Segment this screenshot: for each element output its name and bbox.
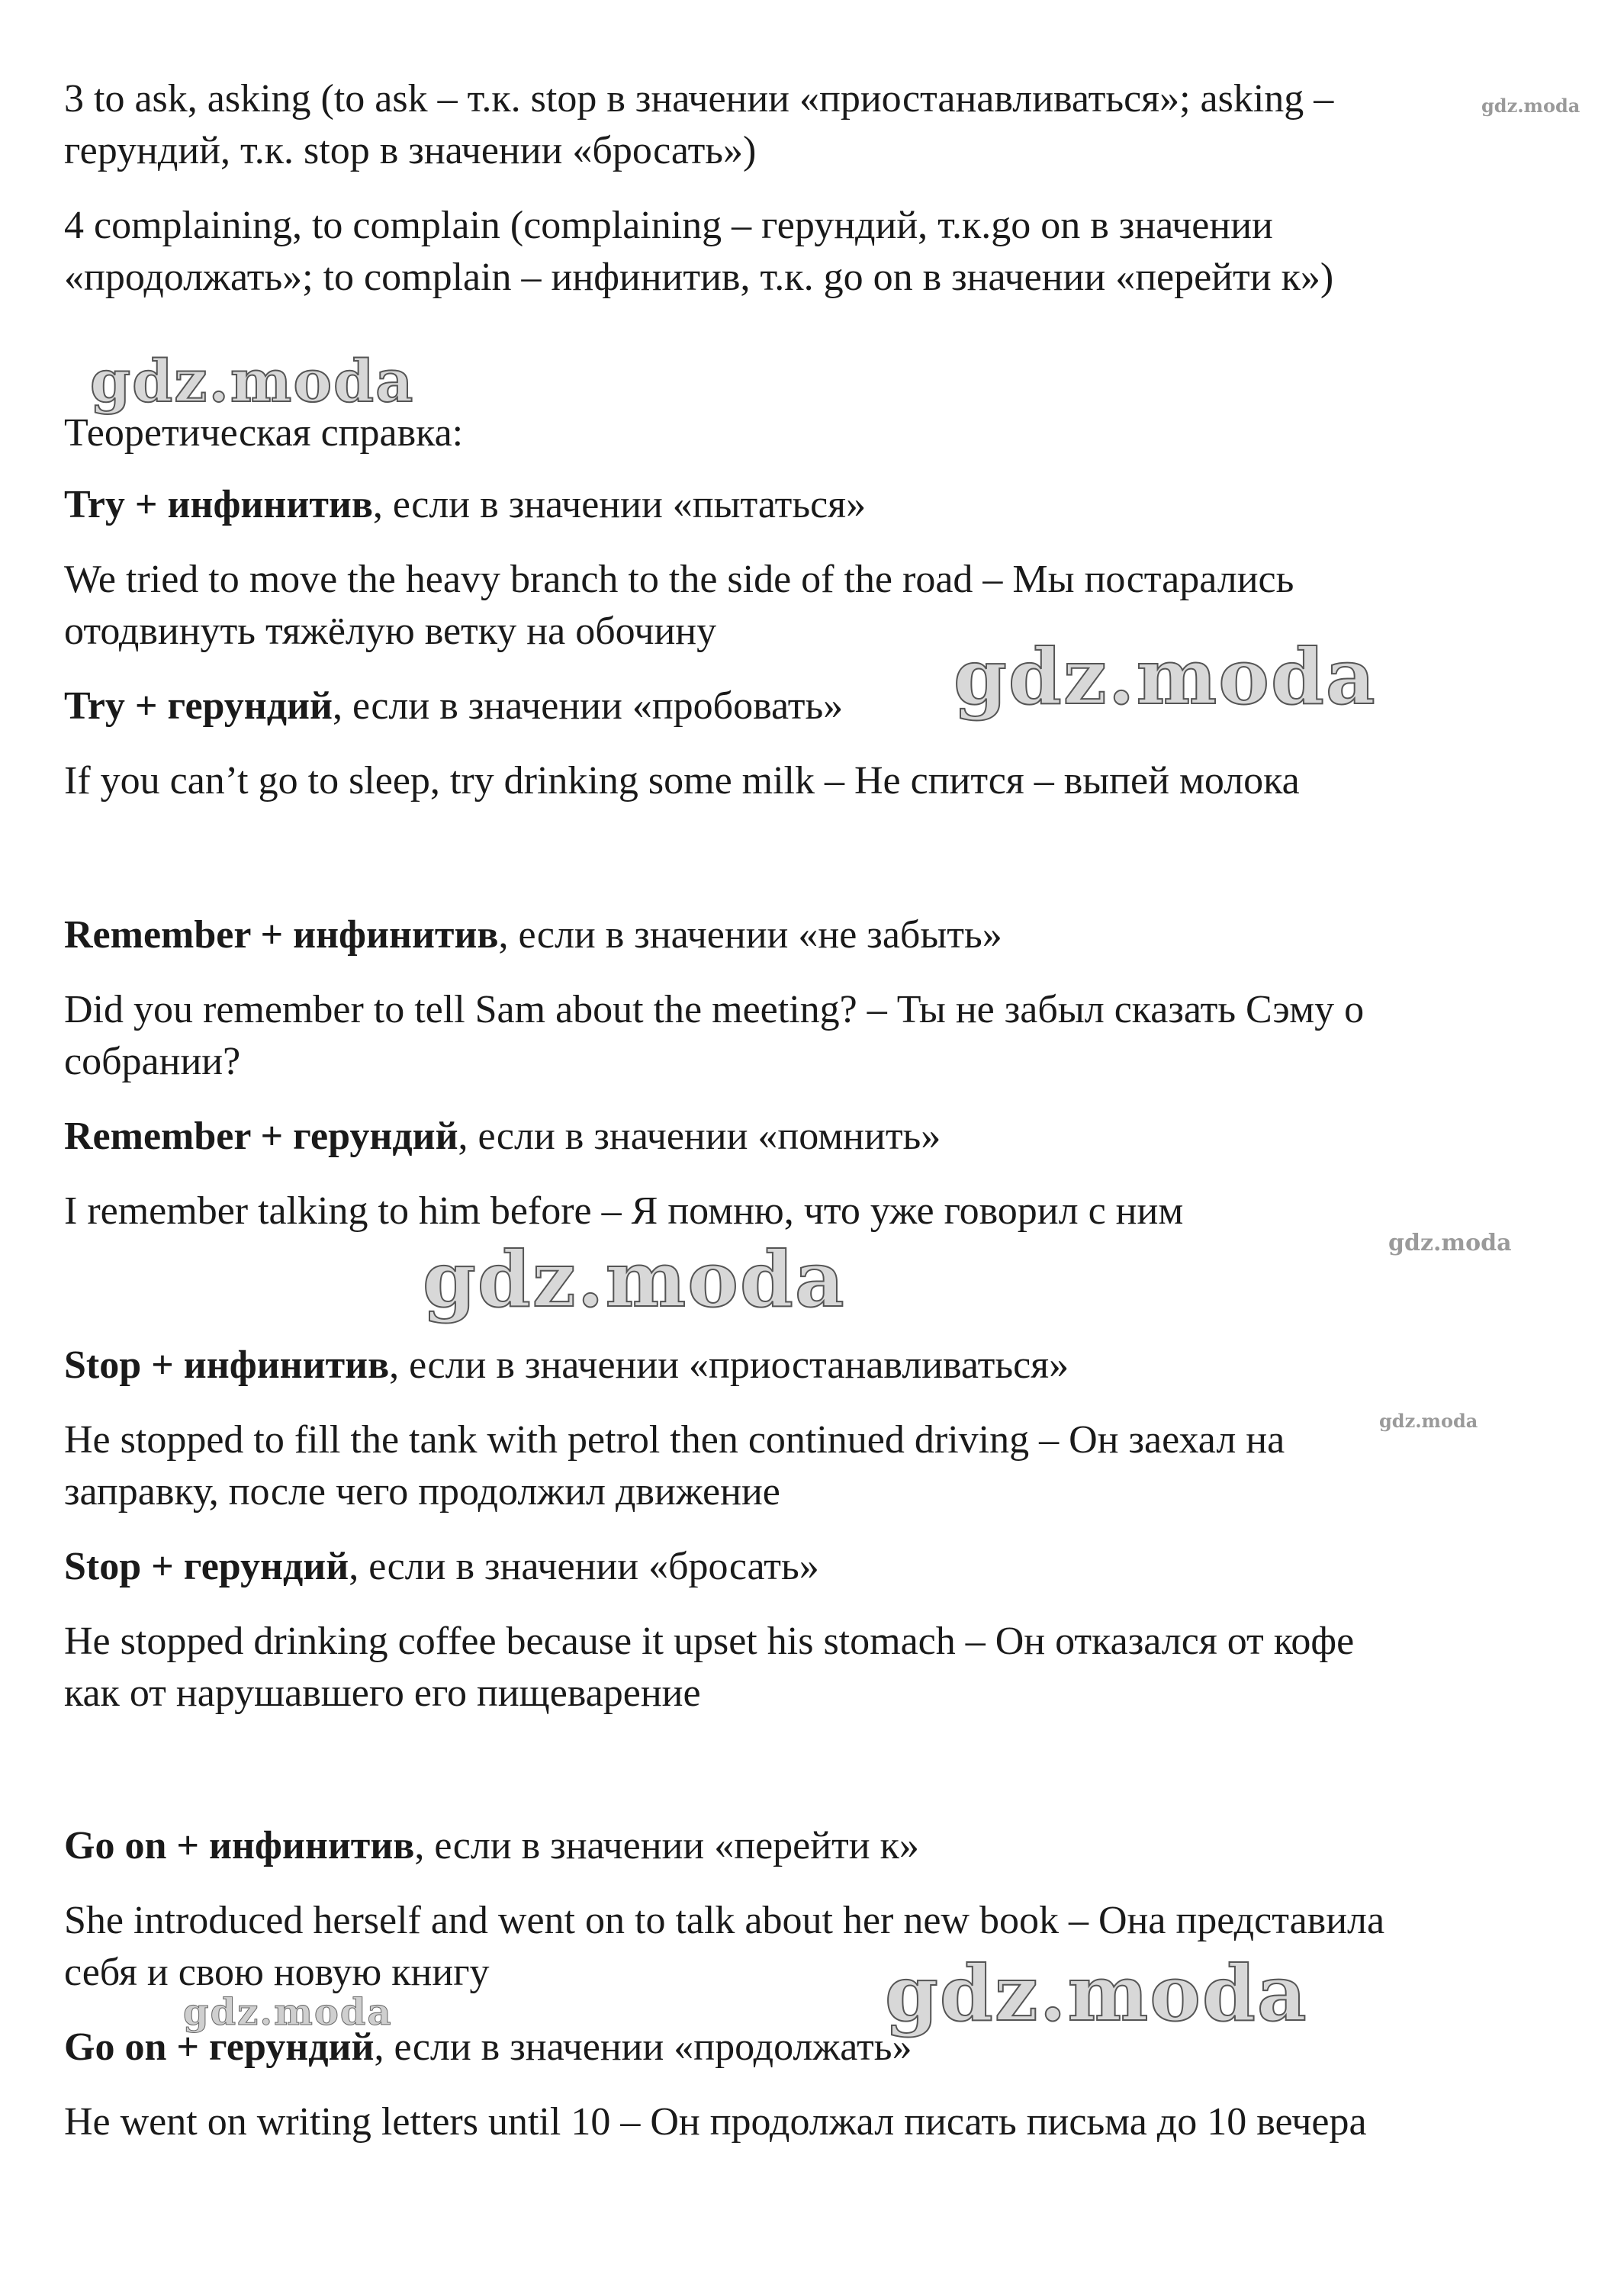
section-heading: Теоретическая справка: xyxy=(64,411,464,455)
example-line: If you can’t go to sleep, try drinking some milk – Не спится – выпей молока xyxy=(64,759,1300,803)
rule-meaning: , если в значении «продолжать» xyxy=(374,2025,912,2069)
text-line: «продолжать»; to complain – инфинитив, т.к. go on в значении «перейти к») xyxy=(64,256,1334,299)
example-line: She introduced herself and went on to talk about her new book – Она представила xyxy=(64,1899,1385,1942)
example-line: отодвинуть тяжёлую ветку на обочину xyxy=(64,610,717,653)
watermark-logo: gdz.moda xyxy=(1388,1230,1512,1256)
rule-term: Remember + герундий xyxy=(64,1115,458,1158)
watermark-logo: gdz.moda xyxy=(423,1234,846,1324)
rule-meaning: , если в значении «помнить» xyxy=(458,1115,941,1158)
example-line: He went on writing letters until 10 – Он продолжал писать письма до 10 вечера xyxy=(64,2100,1367,2144)
watermark-logo: gdz.moda xyxy=(1379,1410,1478,1432)
rule-term: Go on + инфинитив xyxy=(64,1824,415,1867)
watermark-logo: gdz.moda xyxy=(90,347,415,415)
rule-term: Stop + герундий xyxy=(64,1545,349,1588)
rule-meaning: , если в значении «бросать» xyxy=(349,1545,819,1588)
rule-line xyxy=(64,909,1590,961)
rule-line xyxy=(64,1340,1590,1391)
example-line: I remember talking to him before – Я помню, что уже говорил с ним xyxy=(64,1189,1184,1233)
example-line: Did you remember to tell Sam about the meeting? – Ты не забыл сказать Сэму о xyxy=(64,988,1365,1031)
example-line: We tried to move the heavy branch to the side of the road – Мы постарались xyxy=(64,558,1294,601)
rule-meaning: , если в значении «пытаться» xyxy=(372,483,867,526)
rule-meaning: , если в значении «пробовать» xyxy=(332,684,844,728)
example-line: собрании? xyxy=(64,1040,241,1083)
text-line: 3 to ask, asking (to ask – т.к. stop в значении «приостанавливаться»; asking – xyxy=(64,77,1334,121)
rule-line xyxy=(64,1111,1590,1163)
rule-meaning: , если в значении «перейти к» xyxy=(414,1824,919,1867)
rule-line xyxy=(64,1820,1590,1872)
watermark-logo: gdz.moda xyxy=(1481,95,1581,117)
rule-meaning: , если в значении «приостанавливаться» xyxy=(389,1343,1069,1387)
text-line: 4 complaining, to complain (complaining – герундий, т.к.go on в значении xyxy=(64,204,1273,247)
rule-term: Go on + герундий xyxy=(64,2025,375,2069)
rule-term: Remember + инфинитив xyxy=(64,913,499,957)
watermark-logo: gdz.moda xyxy=(953,632,1377,722)
text-line: герундий, т.к. stop в значении «бросать») xyxy=(64,129,757,172)
rule-term: Try + герундий xyxy=(64,684,333,728)
rule-line xyxy=(64,1541,1590,1593)
watermark-logo: gdz.moda xyxy=(885,1948,1308,2038)
watermark-logo: gdz.moda xyxy=(183,1991,393,2034)
rule-meaning: , если в значении «не забыть» xyxy=(498,913,1002,957)
example-line: себя и свою новую книгу xyxy=(64,1951,490,1994)
rule-line xyxy=(64,479,1590,531)
example-line: He stopped to fill the tank with petrol then continued driving – Он заехал на xyxy=(64,1418,1285,1462)
rule-term: Try + инфинитив xyxy=(64,483,373,526)
example-line: He stopped drinking coffee because it upset his stomach – Он отказался от кофе xyxy=(64,1620,1355,1663)
rule-term: Stop + инфинитив xyxy=(64,1343,390,1387)
example-line: заправку, после чего продолжил движение xyxy=(64,1470,780,1514)
example-line: как от нарушавшего его пищеварение xyxy=(64,1671,701,1715)
